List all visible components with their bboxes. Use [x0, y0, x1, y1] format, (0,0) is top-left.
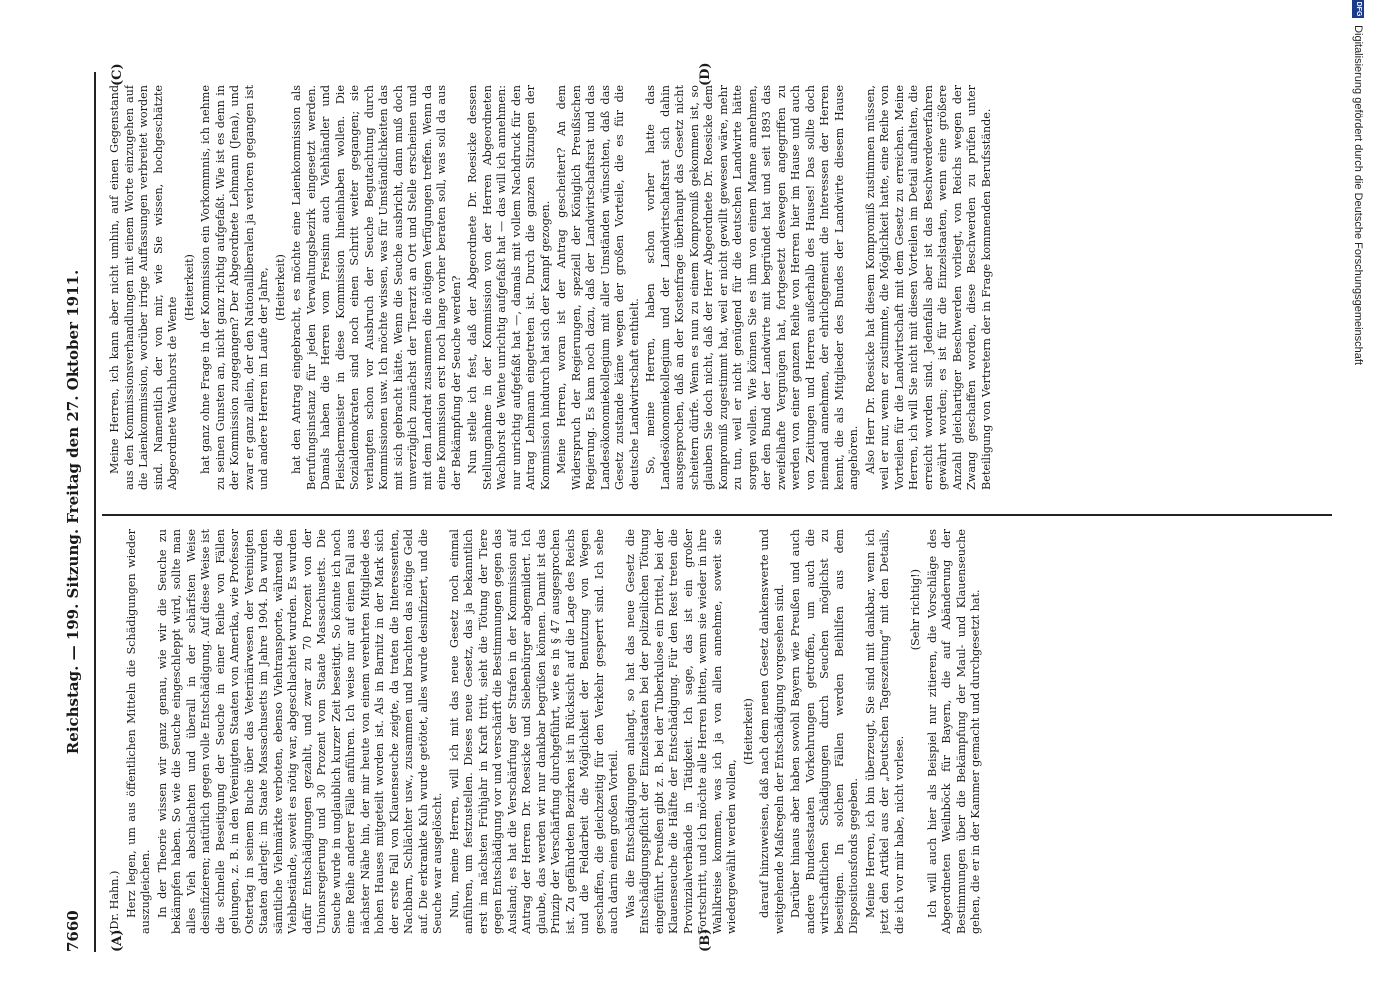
dfg-logo: DFG: [1352, 0, 1364, 18]
speaker-label: (Dr. Hahn.): [108, 870, 121, 934]
page-number: 7660: [64, 910, 82, 952]
paragraph: Meine Herren, ich kann aber nicht umhin, auf einen Gegenstand aus den Kommissionsverhandlungen mit einem Worte einzugehen auf die Laienkommission, worüber irrige Auffassungen verbreitet worden sind. Namentlich der von mir, wie Sie wissen, hochgeschätzte Abgeordnete Wachhorst de Wente: [108, 85, 179, 490]
margin-marker-a: (A): [110, 929, 125, 952]
interjection: (Heiterkeit): [273, 254, 287, 321]
interjection: (Heiterkeit): [182, 254, 196, 321]
interjection: (Sehr richtig!): [909, 569, 922, 651]
page-header: [58, 72, 88, 952]
left-column: [108, 529, 1333, 934]
paragraph: Also Herr Dr. Roesicke hat diesem Kompromiß zustimmen müssen, weil er nur, wenn er zustimmte, die Möglichkeit hatte, eine Reihe von Vorteilen für die Landwirtschaft mit dem Gesetz zu erreichen. Meine Herren, ich will Sie nicht mit diesen Vorteilen im Detail aufhalten, die erreicht worden sind. Jedenfalls aber ist das Beschwerdeverfahren gewährt worden; es ist für die Einzelstaaten, wenn eine größere Anzahl gleichartiger Beschwerden vorliegt, von Reichs wegen der Zwang geschaffen worden, diese Beschwerden zu prüfen unter Beteiligung von Vertretern der in Frage kommenden Berufsstände.: [863, 85, 993, 490]
paragraph: hat den Antrag eingebracht, es möchte eine Laienkommission als Berufungsinstanz für jeden Verwaltungsbezirk eingesetzt werden. Damals haben die Herren vom Freisinn auch Viehhändler und Fleischermeister in diese Kommission hineinhaben wollen. Die Sozialdemokraten sind noch einen Schritt weiter gegangen; sie verlangten schon vor Ausbruch der Seuche Begutachtung durch Kommissionen usw. Ich möchte wissen, was für Umständlichkeiten das mit sich gebracht hätte. Wenn die Seuche ausbricht, dann muß doch unverzüglich zunächst der Tierarzt an Ort und Stelle erscheinen und mit dem Landrat zusammen die nötigen Verfügungen treffen. Wenn da eine Kommission erst noch lange vorher beraten soll, was soll da aus der Bekämpfung der Seuche werden?: [290, 85, 463, 490]
paragraph: Nun stelle ich fest, daß der Abgeordnete Dr. Roesicke dessen Stellungnahme in der Kommission von der Herren Abgeordneten Wachhorst de Wente unrichtig aufgefaßt hat — das will ich annehmen: nur unrichtig aufgefaßt hat —, damals mit vollem Nachdruck für den Antrag Lehmann eingetreten ist. Durch die ganzen Sitzungen der Kommission hindurch hat sich der Kampf gezogen.: [466, 85, 552, 490]
paragraph: Nun, meine Herren, will ich mit das neue Gesetz noch einmal anführen, um festzustellen. Dieses neue Gesetz, das ja bekanntlich erst im nächsten Frühjahr in Kraft tritt, sieht die Tötung der Tiere gegen Entschädigung vor und verschärft die Bestimmungen gegen das Ausland; es hat die Verschärfung der Strafen in der Kommission auf Antrag der Herren Dr. Roesicke und Siebenbürger abgemildert. Ich glaube, das werden wir nur dankbar begrüßen können. Damit ist das Prinzip der Verschärfung durchgeführt, wie es in § 47 ausgesprochen ist. Zu gefährdeten Bezirken ist in Rücksicht auf die Lage des Reichs und die Feldarbeit die Möglichkeit der Benutzung von Wegen geschaffen, die gleichzeitig für den Verkehr gesperrt sind. Ich sehe auch darin einen großen Vorteil.: [447, 529, 620, 934]
document-page: [58, 62, 1343, 952]
paragraph: darauf hinzuweisen, daß nach dem neuen Gesetz dankenswerte und weitgehende Maßregeln der Entschädigung vorgesehen sind.: [758, 529, 786, 934]
footer-text: Digitalisierung gefördert durch die Deutsche Forschungsgemeinschaft: [1352, 25, 1364, 366]
paragraph: hat ganz ohne Frage in der Kommission ein Vorkommnis, ich nehme zu seinen Gunsten an, nicht ganz richtig aufgefaßt. Wie ist es denn in der Kommission zugegangen? Der Abgeordnete Lehmann (Jena), und zwar er ganz allein, der den Nationalliberalen ja verloren gegangen ist und andere Herren im Laufe der Jahre,: [199, 85, 270, 490]
paragraph: In der Theorie wissen wir ganz genau, wie wir die Seuche zu bekämpfen haben. So wie die Seuche eingeschleppt wird, sollte man alles Vieh abschlachten und überall in der schärfsten Weise desinfizieren; natürlich gegen volle Entschädigung. Auf diese Weise ist die schnelle Beseitigung der Seuche in einer Reihe von Fällen gelungen, z. B. in den Vereinigten Staaten von Amerika, wie Professor Ostertag in seinem Buche über das Veterinärwesen der Vereinigten Staaten darlegt: im Staate Massachusetts im Jahre 1904. Da wurden sämtliche Viehmärkte verboten, ebenso Viehtransporte, während die Viehbestände, soweit es nötig war, abgeschlachtet wurden. Es wurden dafür Entschädigungen gezahlt, und zwar zu 70 Prozent von der Unionsregierung und 30 Prozent vom Staate Massachusetts. Die Seuche wurde in unglaublich kurzer Zeit beseitigt. So könnte ich noch eine Reihe anderer Fälle anführen. Ich weise nur auf einen Fall aus nächster Nähe hin, der mir heute von einem verehrten Mitgliede des hohen Hauses mitgeteilt worden ist. Als in Barnitz in der Mark sich der erste Fall von Klauenseuche zeigte, da traten die Interessenten, Nachbarn, Schlächter usw., zusammen und brachten das nötige Geld auf. Die erkrankte Kuh wurde getötet, alles wurde desinfiziert, und die Seuche war ausgelöscht.: [155, 529, 444, 934]
margin-marker-b: (B): [698, 928, 713, 952]
header-title: Reichstag. — 199. Sitzung. Freitag den 27. Oktober 1911.: [64, 269, 82, 755]
paragraph: Darüber hinaus aber haben sowohl Bayern wie Preußen und auch andere Bundesstaaten Vorkehrungen getroffen, um auch die wirtschaftlichen Schädigungen durch Seuchen möglichst zu beseitigen. In solchen Fällen werden Beihilfen aus dem Dispositionsfonds gegeben.: [789, 529, 860, 934]
footer: [1342, 0, 1364, 1000]
paragraph: Meine Herren, ich bin überzeugt, Sie sind mit dankbar, wenn ich jetzt den Artikel aus der „Deutschen Tageszeitung“ mit den Details, die ich vor mir habe, nicht vorlese.: [863, 529, 906, 934]
paragraph: Was die Entschädigungen anlangt, so hat das neue Gesetz die Entschädigungspflicht der Einzelstaaten bei der polizeilichen Tötung eingeführt. Preußen gibt z. B. bei der Tuberkulose ein Drittel, bei der Klauenseuche die Hälfte der Entschädigung. Für den Rest treten die Provinzialverbände in Tätigkeit. Ich sage, das ist ein großer Fortschritt, und ich möchte alle Herren bitten, wenn sie wieder in ihre Wahlkreise kommen, was ich ja von allen annehme, soweit sie wiedergewählt werden wollen,: [623, 529, 738, 934]
column-divider: [102, 514, 1332, 516]
paragraph: Meine Herren, woran ist der Antrag gescheitert? An dem Widerspruch der Regierungen, speziell der Königlich Preußischen Regierung. Es kam noch dazu, daß der Landwirtschaftsrat und das Landesökonomiekollegium mit aller Umständen wünschten, daß das Gesetz zustande käme wegen der großen Vorteile, die es für die deutsche Landwirtschaft enthielt.: [555, 85, 641, 490]
paragraph: Herz legen, um aus öffentlichen Mitteln die Schädigungen wieder auszugleichen.: [124, 529, 152, 934]
footer-container: [1342, 0, 1364, 1000]
paragraph: Ich will auch hier als Beispiel nur zitieren, die Vorschläge des Abgeordneten Weilnböck für Bayern, die auf Abänderung der Bestimmungen über die Bekämpfung der Maul- und Klauenseuche gehen, die er in der Kammer gemacht und durchgesetzt hat.: [925, 529, 982, 934]
right-column: [108, 85, 1333, 490]
margin-marker-c: (C): [110, 63, 125, 86]
margin-marker-d: (D): [698, 62, 713, 86]
interjection: (Heiterkeit): [741, 698, 755, 765]
header-rule: [94, 72, 96, 952]
paragraph: So, meine Herren, haben schon vorher hatte das Landesökonomiekollegium und der Landwirtschaftsrat sich dahin ausgesprochen, daß an der Kostenfrage überhaupt das Gesetz nicht scheitern dürfe. Wenn es nun zu einem Kompromiß gekommen ist, so glauben Sie doch nicht, daß der Herr Abgeordnete Dr. Roesicke dem Kompromiß zugestimmt hat, weil er nicht gewillt gewesen wäre, mehr zu tun, weil er nicht genügend für die deutschen Landwirte hätte sorgen wollen. Wie können Sie es ihm von einem Manne annehmen, der den Bund der Landwirte mit begründet hat und seit 1893 das zweifelhafte Vergnügen hat, fortgesetzt deswegen angegriffen zu werden von einer ganzen Reihe von Herren hier im Hause und auch von Zeitungen und Herren außerhalb des Hauses! Das sollte doch niemand annehmen, der ehrlichgemeint die Interessen der Herren kennt, die als Mitglieder des Bundes der Landwirte diesem Hause angehören.: [644, 85, 860, 490]
